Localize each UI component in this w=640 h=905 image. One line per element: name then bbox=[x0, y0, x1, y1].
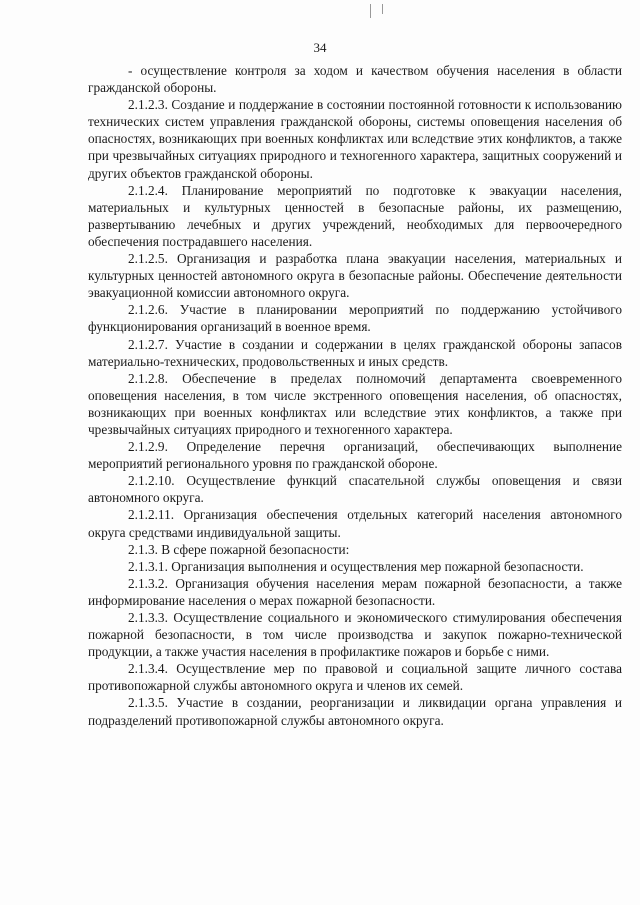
paragraph: 2.1.2.9. Определение перечня организаций, обеспечивающих выполнение мероприятий регионального уровня по гражданской обороне. bbox=[88, 439, 622, 472]
paragraph: 2.1.2.10. Осуществление функций спасательной службы оповещения и связи автономного округа. bbox=[88, 473, 622, 506]
page-number: 34 bbox=[313, 40, 327, 55]
paragraph: 2.1.3.5. Участие в создании, реорганизации и ликвидации органа управления и подразделений противопожарной службы автономного округа. bbox=[88, 695, 622, 728]
paragraph: 2.1.2.5. Организация и разработка плана эвакуации населения, материальных и культурных ценностей автономного округа в безопасные районы. Обеспечение деятельности эвакуационной комиссии автономного округа. bbox=[88, 251, 622, 301]
paragraph: 2.1.3.3. Осуществление социального и экономического стимулирования обеспечения пожарной безопасности, в том числе производства и закупок пожарно-технической продукции, а также участия населения в профилактике пожаров и борьбе с ними. bbox=[88, 610, 622, 660]
paragraph: 2.1.2.6. Участие в планировании мероприятий по поддержанию устойчивого функционирования организаций в военное время. bbox=[88, 302, 622, 335]
paragraph: 2.1.3.4. Осуществление мер по правовой и социальной защите личного состава противопожарной службы автономного округа и членов их семей. bbox=[88, 661, 622, 694]
paragraph: 2.1.2.3. Создание и поддержание в состоянии постоянной готовности к использованию технических систем управления гражданской обороны, системы оповещения населения об опасностях, возникающих при военных конфликтах или вследствие этих конфликтов, а также при чрезвычайных ситуациях природного и техногенного характера, защитных сооружений и других объектов гражданской обороны. bbox=[88, 97, 622, 181]
scan-artifact bbox=[382, 4, 383, 14]
paragraph: 2.1.3.2. Организация обучения населения мерам пожарной безопасности, а также информирование населения о мерах пожарной безопасности. bbox=[88, 575, 622, 608]
paragraph: 2.1.2.8. Обеспечение в пределах полномочий департамента своевременного оповещения населения, в том числе экстренного оповещения населения, об опасностях, возникающих при военных конфликтах или вследствие этих конфликтов, а также при чрезвычайных ситуациях природного и техногенного характера. bbox=[88, 370, 622, 437]
scan-artifact bbox=[370, 4, 371, 18]
paragraph: 2.1.2.7. Участие в создании и содержании в целях гражданской обороны запасов материально-технических, продовольственных и иных средств. bbox=[88, 336, 622, 369]
paragraph: 2.1.2.4. Планирование мероприятий по подготовке к эвакуации населения, материальных и культурных ценностей в безопасные районы, их размещению, развертыванию лечебных и других учреждений, необходимых для первоочередного обеспечения пострадавшего населения. bbox=[88, 182, 622, 249]
paragraph: 2.1.3.1. Организация выполнения и осуществления мер пожарной безопасности. bbox=[128, 558, 584, 574]
paragraph: 2.1.3. В сфере пожарной безопасности: bbox=[128, 541, 350, 557]
paragraph: - осуществление контроля за ходом и качеством обучения населения в области гражданской обороны. bbox=[88, 63, 622, 96]
document-body bbox=[88, 62, 622, 729]
paragraph: 2.1.2.11. Организация обеспечения отдельных категорий населения автономного округа средствами индивидуальной защиты. bbox=[88, 507, 622, 540]
